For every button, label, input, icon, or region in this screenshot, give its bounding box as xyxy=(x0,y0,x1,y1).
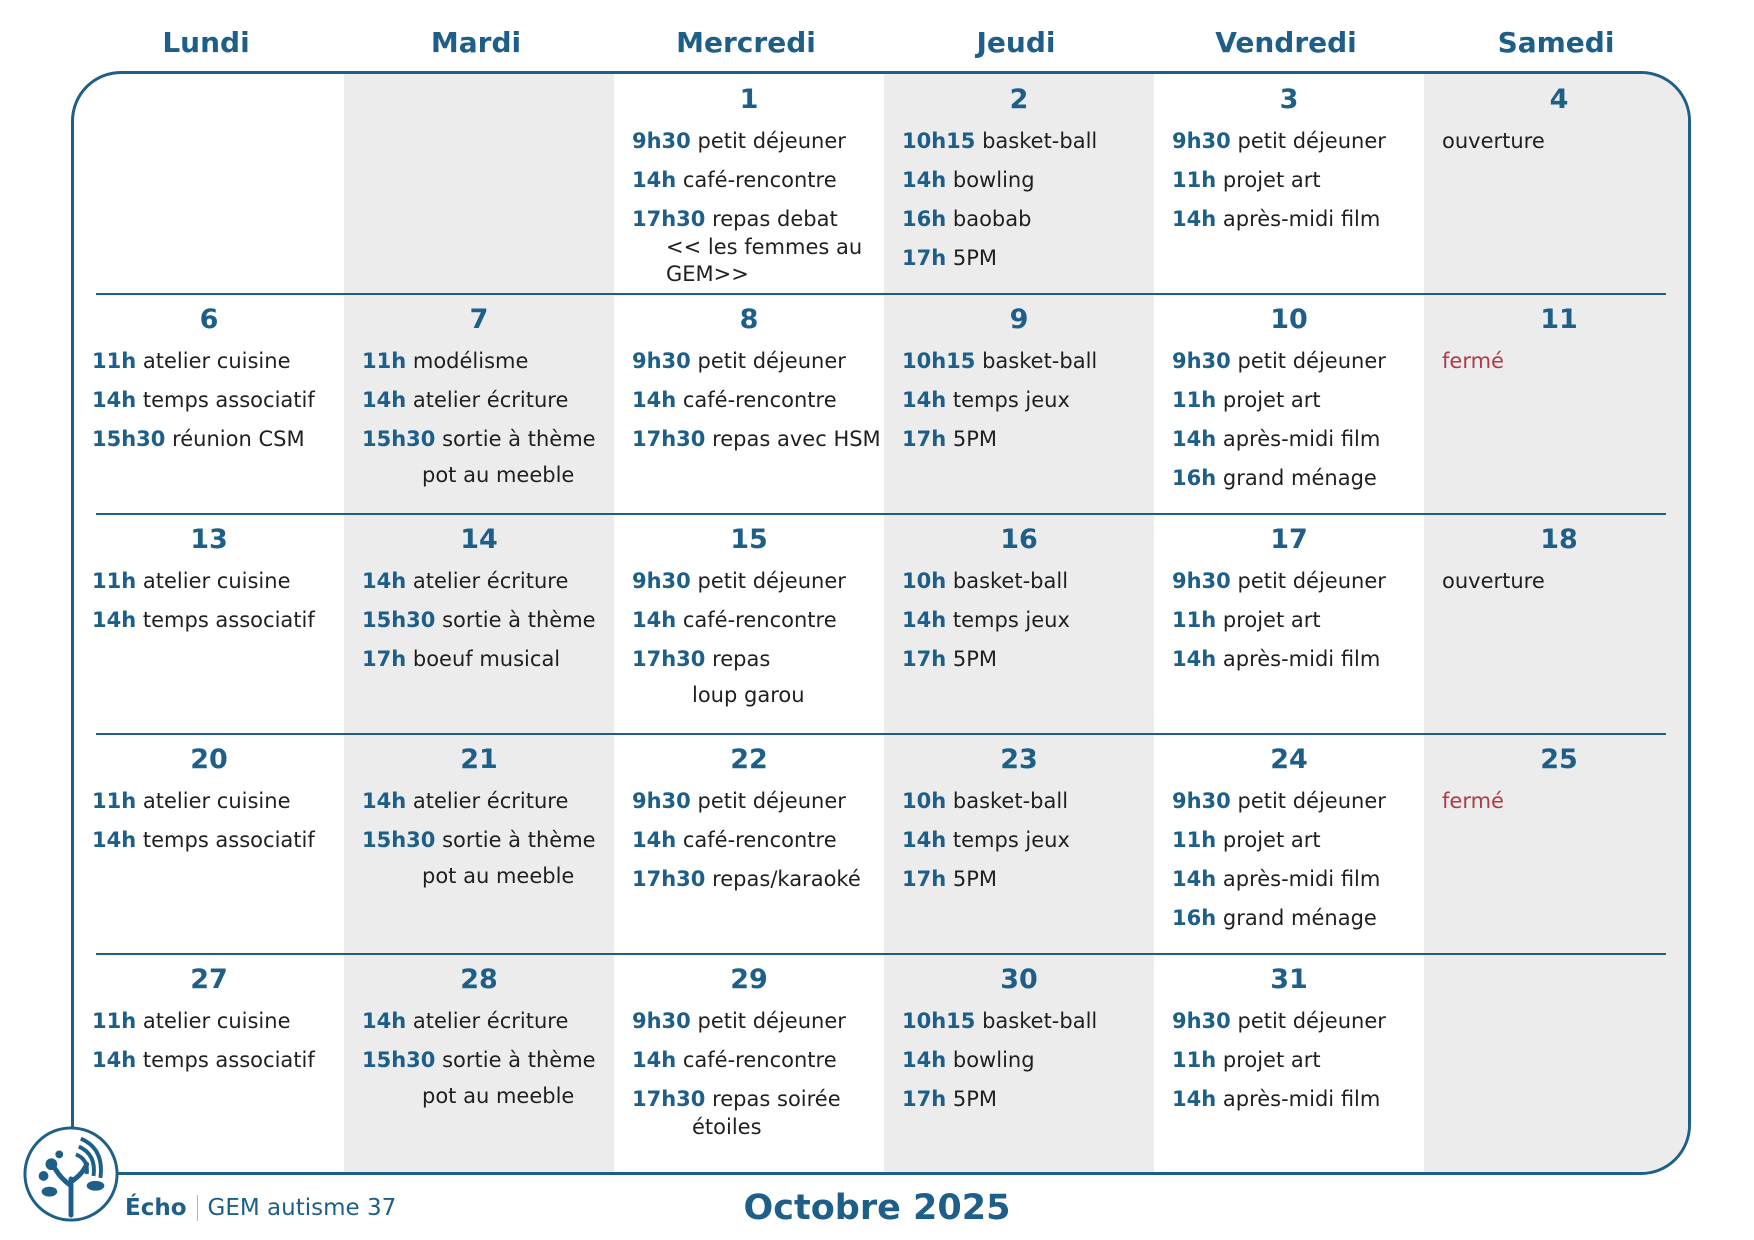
day-number xyxy=(1424,962,1691,998)
event-title: basket-ball xyxy=(982,1009,1098,1033)
day-cell xyxy=(1424,74,1691,294)
day-cell xyxy=(344,74,614,294)
day-number: 28 xyxy=(460,964,498,995)
event-time: 17h30 xyxy=(632,647,706,671)
event-title: café-rencontre xyxy=(682,388,837,412)
event-time: 11h xyxy=(1172,828,1217,852)
event-title: après-midi film xyxy=(1222,427,1381,451)
event-item xyxy=(1442,568,1691,594)
event-item xyxy=(1172,827,1424,853)
day-number: 29 xyxy=(730,964,768,995)
event-title: loup garou xyxy=(692,683,805,707)
event-time: 14h xyxy=(92,388,137,412)
event-item xyxy=(632,167,884,193)
event-item xyxy=(632,568,884,594)
day-cell xyxy=(1424,954,1691,1174)
event-title: repas soirée xyxy=(712,1087,841,1111)
day-cell xyxy=(614,514,884,734)
day-cell xyxy=(1424,514,1691,734)
weekday-label: Samedi xyxy=(1497,26,1615,59)
day-number: 4 xyxy=(1549,84,1569,115)
event-time: 11h xyxy=(362,349,407,373)
event-time: 14h xyxy=(1172,647,1217,671)
event-item xyxy=(92,348,344,374)
day-cell xyxy=(884,954,1154,1174)
event-item xyxy=(632,866,884,892)
event-time: 14h xyxy=(1172,207,1217,231)
event-item xyxy=(1172,426,1424,452)
day-number: 1 xyxy=(739,84,759,115)
day-number: 30 xyxy=(1000,964,1038,995)
event-item xyxy=(92,387,344,413)
day-cells xyxy=(74,74,1688,1172)
event-item xyxy=(632,1047,884,1073)
event-time: 17h xyxy=(902,647,947,671)
event-item xyxy=(902,426,1154,452)
event-time: 14h xyxy=(1172,867,1217,891)
event-time: 14h xyxy=(1172,1087,1217,1111)
event-item xyxy=(1172,866,1424,892)
event-item xyxy=(1172,387,1424,413)
day-cell xyxy=(884,294,1154,514)
day-cell xyxy=(344,734,614,954)
day-number: 2 xyxy=(1009,84,1029,115)
day-cell xyxy=(1154,74,1424,294)
event-item xyxy=(632,788,884,814)
event-item xyxy=(362,827,614,853)
event-item xyxy=(632,1086,884,1112)
day-cell xyxy=(1154,954,1424,1174)
event-time: 14h xyxy=(902,168,947,192)
event-title: réunion CSM xyxy=(172,427,305,451)
event-item xyxy=(902,387,1154,413)
event-item xyxy=(902,1008,1154,1034)
event-item xyxy=(902,167,1154,193)
event-title: café-rencontre xyxy=(682,168,837,192)
event-title: temps jeux xyxy=(952,608,1070,632)
day-cell xyxy=(74,294,344,514)
event-title: atelier écriture xyxy=(412,1009,569,1033)
event-item xyxy=(632,128,884,154)
event-title: pot au meeble xyxy=(422,1084,575,1108)
event-title: ouverture xyxy=(1442,129,1545,153)
day-cell xyxy=(1154,294,1424,514)
event-item xyxy=(1172,1047,1424,1073)
event-item xyxy=(632,607,884,633)
brand-name: Écho xyxy=(125,1195,187,1221)
event-title: fermé xyxy=(1442,349,1504,373)
event-time: 17h xyxy=(902,427,947,451)
event-title: ouverture xyxy=(1442,569,1545,593)
event-item xyxy=(632,1008,884,1034)
event-title: sortie à thème xyxy=(442,1048,596,1072)
day-number: 10 xyxy=(1270,304,1308,335)
event-time: 9h30 xyxy=(1172,349,1231,373)
event-item xyxy=(92,426,344,452)
event-item xyxy=(1172,607,1424,633)
event-title: 5PM xyxy=(952,246,998,270)
event-title: petit déjeuner xyxy=(697,129,846,153)
event-item xyxy=(902,788,1154,814)
event-item xyxy=(1442,348,1691,374)
event-item xyxy=(92,607,344,633)
weekday-header xyxy=(71,18,1691,68)
event-time: 14h xyxy=(362,569,407,593)
day-number: 31 xyxy=(1270,964,1308,995)
event-item xyxy=(1172,646,1424,672)
event-title: sortie à thème xyxy=(442,828,596,852)
day-cell xyxy=(1154,734,1424,954)
event-item xyxy=(1172,1008,1424,1034)
day-cell xyxy=(884,514,1154,734)
day-number: 27 xyxy=(190,964,228,995)
event-time: 9h30 xyxy=(1172,129,1231,153)
event-time: 14h xyxy=(902,388,947,412)
event-item xyxy=(1172,348,1424,374)
event-item xyxy=(1172,167,1424,193)
event-time: 9h30 xyxy=(632,1009,691,1033)
day-number: 25 xyxy=(1540,744,1578,775)
event-item xyxy=(902,1086,1154,1112)
event-item xyxy=(362,426,614,452)
day-number: 20 xyxy=(190,744,228,775)
event-item xyxy=(632,426,884,452)
event-item xyxy=(902,827,1154,853)
event-title: sortie à thème xyxy=(442,608,596,632)
event-item xyxy=(902,568,1154,594)
day-number: 8 xyxy=(739,304,759,335)
event-time: 14h xyxy=(632,1048,677,1072)
event-item xyxy=(632,348,884,374)
event-time: 11h xyxy=(92,789,137,813)
event-time: 14h xyxy=(92,1048,137,1072)
event-time: 15h30 xyxy=(362,608,436,632)
event-time: 11h xyxy=(1172,608,1217,632)
event-title: projet art xyxy=(1222,828,1321,852)
event-item xyxy=(902,206,1154,232)
event-title: atelier cuisine xyxy=(142,1009,291,1033)
day-cell xyxy=(614,294,884,514)
event-title: modélisme xyxy=(412,349,529,373)
event-title: petit déjeuner xyxy=(697,349,846,373)
event-item xyxy=(362,607,614,633)
event-item xyxy=(362,1047,614,1073)
event-time: 17h30 xyxy=(632,427,706,451)
event-item xyxy=(1172,905,1424,931)
day-number: 23 xyxy=(1000,744,1038,775)
day-number: 9 xyxy=(1009,304,1029,335)
event-title: atelier cuisine xyxy=(142,569,291,593)
event-item xyxy=(362,568,614,594)
event-time: 10h xyxy=(902,569,947,593)
event-title: repas xyxy=(712,647,771,671)
event-title: café-rencontre xyxy=(682,608,837,632)
event-time: 9h30 xyxy=(1172,569,1231,593)
event-title: temps jeux xyxy=(952,388,1070,412)
day-cell xyxy=(1424,734,1691,954)
event-item xyxy=(902,646,1154,672)
event-title: petit déjeuner xyxy=(697,1009,846,1033)
event-time: 16h xyxy=(1172,906,1217,930)
event-time: 14h xyxy=(362,388,407,412)
event-time: 14h xyxy=(632,388,677,412)
event-time: 14h xyxy=(362,789,407,813)
event-time: 15h30 xyxy=(362,427,436,451)
month-title: Octobre 2025 xyxy=(743,1188,1011,1228)
event-time: 11h xyxy=(1172,1048,1217,1072)
event-title: repas/karaoké xyxy=(712,867,861,891)
event-title: temps associatif xyxy=(142,1048,315,1072)
event-time: 16h xyxy=(902,207,947,231)
event-title: baobab xyxy=(952,207,1032,231)
event-title: pot au meeble xyxy=(422,463,575,487)
event-time: 17h30 xyxy=(632,207,706,231)
event-title: après-midi film xyxy=(1222,1087,1381,1111)
event-item xyxy=(632,827,884,853)
event-item xyxy=(902,128,1154,154)
event-time: 17h30 xyxy=(632,1087,706,1111)
event-time: 14h xyxy=(902,1048,947,1072)
event-item xyxy=(902,245,1154,271)
event-title: repas avec HSM xyxy=(712,427,881,451)
event-title: grand ménage xyxy=(1222,906,1377,930)
event-item xyxy=(92,568,344,594)
day-number: 22 xyxy=(730,744,768,775)
event-title: petit déjeuner xyxy=(697,569,846,593)
event-item xyxy=(902,1047,1154,1073)
event-time: 15h30 xyxy=(362,828,436,852)
weekday-label: Vendredi xyxy=(1215,26,1357,59)
event-time: 11h xyxy=(92,349,137,373)
event-time: 17h30 xyxy=(632,867,706,891)
day-number: 7 xyxy=(469,304,489,335)
event-title: petit déjeuner xyxy=(1237,789,1386,813)
event-title: petit déjeuner xyxy=(1237,129,1386,153)
event-item xyxy=(1172,206,1424,232)
day-cell xyxy=(614,954,884,1174)
event-item xyxy=(632,682,884,708)
event-time: 9h30 xyxy=(1172,789,1231,813)
event-time: 9h30 xyxy=(632,789,691,813)
day-cell xyxy=(1424,294,1691,514)
event-title: temps jeux xyxy=(952,828,1070,852)
event-time: 14h xyxy=(902,828,947,852)
event-title: temps associatif xyxy=(142,828,315,852)
event-time: 14h xyxy=(632,168,677,192)
day-cell xyxy=(1154,514,1424,734)
event-time: 11h xyxy=(1172,168,1217,192)
event-title: petit déjeuner xyxy=(697,789,846,813)
event-title: 5PM xyxy=(952,1087,998,1111)
day-cell xyxy=(884,734,1154,954)
event-item xyxy=(1172,1086,1424,1112)
event-time: 17h xyxy=(902,867,947,891)
event-time: 14h xyxy=(902,608,947,632)
event-title: après-midi film xyxy=(1222,867,1381,891)
event-item xyxy=(1442,128,1691,154)
event-time: 11h xyxy=(92,569,137,593)
day-number xyxy=(74,82,344,118)
event-title: atelier écriture xyxy=(412,569,569,593)
event-item xyxy=(362,863,614,889)
event-item xyxy=(92,1047,344,1073)
event-title: projet art xyxy=(1222,608,1321,632)
event-time: 17h xyxy=(902,246,947,270)
event-item xyxy=(632,206,884,232)
day-cell xyxy=(74,74,344,294)
day-number: 21 xyxy=(460,744,498,775)
day-cell xyxy=(614,734,884,954)
day-cell xyxy=(614,74,884,294)
event-time: 14h xyxy=(92,828,137,852)
event-time: 14h xyxy=(362,1009,407,1033)
day-number: 3 xyxy=(1279,84,1299,115)
event-time: 15h30 xyxy=(362,1048,436,1072)
event-title: 5PM xyxy=(952,867,998,891)
event-item xyxy=(902,866,1154,892)
event-title: basket-ball xyxy=(982,349,1098,373)
event-item xyxy=(92,1008,344,1034)
weekday-label: Lundi xyxy=(162,26,250,59)
event-time: 14h xyxy=(632,608,677,632)
day-number: 15 xyxy=(730,524,768,555)
event-title: pot au meeble xyxy=(422,864,575,888)
day-number: 13 xyxy=(190,524,228,555)
event-item xyxy=(362,348,614,374)
event-title: boeuf musical xyxy=(412,647,561,671)
event-item xyxy=(362,1008,614,1034)
event-item xyxy=(92,827,344,853)
event-item xyxy=(632,646,884,672)
day-cell xyxy=(74,734,344,954)
event-title: projet art xyxy=(1222,168,1321,192)
event-time: 14h xyxy=(92,608,137,632)
event-time: 9h30 xyxy=(632,129,691,153)
event-time: 17h xyxy=(902,1087,947,1111)
event-item xyxy=(632,387,884,413)
event-title: après-midi film xyxy=(1222,207,1381,231)
event-item xyxy=(362,646,614,672)
event-time: 14h xyxy=(1172,427,1217,451)
event-time: 15h30 xyxy=(92,427,166,451)
event-title: 5PM xyxy=(952,427,998,451)
event-title: fermé xyxy=(1442,789,1504,813)
event-item xyxy=(362,788,614,814)
event-time: 9h30 xyxy=(632,349,691,373)
day-number: 14 xyxy=(460,524,498,555)
event-time: 16h xyxy=(1172,466,1217,490)
day-cell xyxy=(884,74,1154,294)
event-time: 11h xyxy=(1172,388,1217,412)
event-item xyxy=(362,387,614,413)
event-item xyxy=(1172,465,1424,491)
event-item xyxy=(1172,128,1424,154)
event-title: projet art xyxy=(1222,388,1321,412)
brand-subtitle: GEM autisme 37 xyxy=(207,1195,397,1221)
event-title: bowling xyxy=(952,1048,1035,1072)
event-title: atelier cuisine xyxy=(142,789,291,813)
day-number: 16 xyxy=(1000,524,1038,555)
day-number: 17 xyxy=(1270,524,1308,555)
event-title: café-rencontre xyxy=(682,828,837,852)
event-title: petit déjeuner xyxy=(1237,569,1386,593)
event-title: atelier écriture xyxy=(412,789,569,813)
event-time: 14h xyxy=(632,828,677,852)
event-time: 10h15 xyxy=(902,1009,976,1033)
event-time: 9h30 xyxy=(632,569,691,593)
event-title: sortie à thème xyxy=(442,427,596,451)
day-cell xyxy=(344,954,614,1174)
weekday-label: Mardi xyxy=(430,26,522,59)
event-title: grand ménage xyxy=(1222,466,1377,490)
event-time: 10h15 xyxy=(902,129,976,153)
event-item xyxy=(632,1114,892,1141)
event-item xyxy=(92,788,344,814)
event-time: 17h xyxy=(362,647,407,671)
event-title: projet art xyxy=(1222,1048,1321,1072)
event-title: temps associatif xyxy=(142,388,315,412)
event-time: 10h xyxy=(902,789,947,813)
event-title: basket-ball xyxy=(952,789,1069,813)
event-title: << les femmes au GEM>> xyxy=(666,235,863,286)
event-title: repas debat xyxy=(712,207,838,231)
event-title: café-rencontre xyxy=(682,1048,837,1072)
day-number: 11 xyxy=(1540,304,1578,335)
event-item xyxy=(1172,568,1424,594)
event-time: 9h30 xyxy=(1172,1009,1231,1033)
event-title: bowling xyxy=(952,168,1035,192)
day-cell xyxy=(74,514,344,734)
event-title: petit déjeuner xyxy=(1237,349,1386,373)
event-title: basket-ball xyxy=(982,129,1098,153)
event-item xyxy=(1442,788,1691,814)
event-item xyxy=(632,234,866,288)
calendar-grid xyxy=(71,71,1691,1175)
event-item xyxy=(362,462,614,488)
event-title: atelier écriture xyxy=(412,388,569,412)
day-cell xyxy=(344,514,614,734)
event-item xyxy=(362,1083,614,1109)
day-number: 6 xyxy=(199,304,219,335)
event-time: 11h xyxy=(92,1009,137,1033)
day-number: 18 xyxy=(1540,524,1578,555)
day-number: 24 xyxy=(1270,744,1308,775)
event-title: 5PM xyxy=(952,647,998,671)
event-title: temps associatif xyxy=(142,608,315,632)
event-item xyxy=(902,348,1154,374)
day-number xyxy=(344,82,614,118)
event-item xyxy=(1172,788,1424,814)
event-title: basket-ball xyxy=(952,569,1069,593)
event-time: 10h15 xyxy=(902,349,976,373)
weekday-label: Mercredi xyxy=(676,26,816,59)
day-cell xyxy=(344,294,614,514)
weekday-label: Jeudi xyxy=(976,26,1056,59)
event-item xyxy=(902,607,1154,633)
event-title: petit déjeuner xyxy=(1237,1009,1386,1033)
event-title: après-midi film xyxy=(1222,647,1381,671)
event-title: atelier cuisine xyxy=(142,349,291,373)
event-title: étoiles xyxy=(692,1115,762,1139)
